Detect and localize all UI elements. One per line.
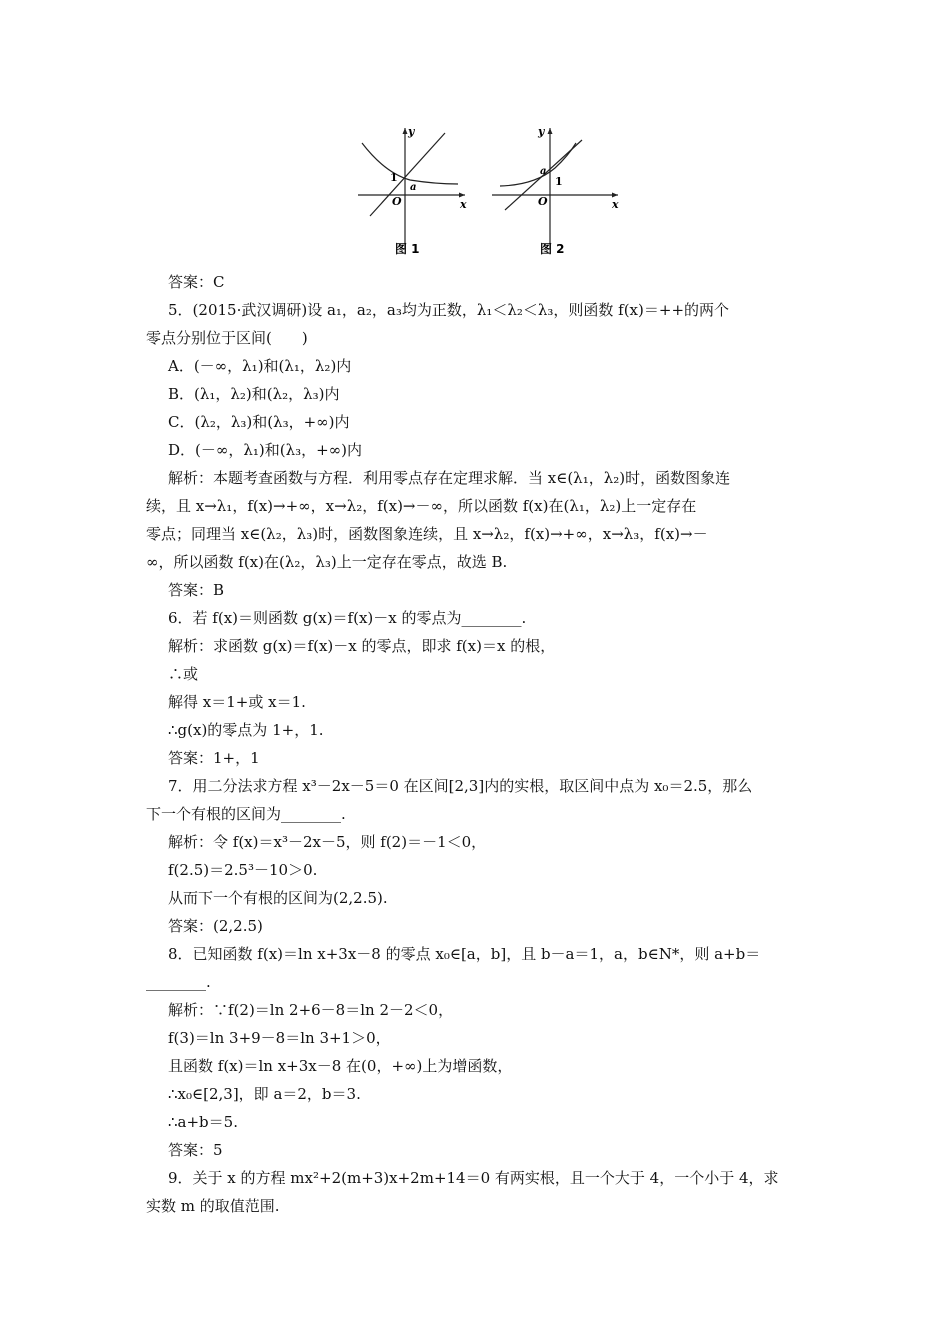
analysis-6-line-1: 解析：求函数 g(x)＝f(x)－x 的零点，即求 f(x)＝x 的根， bbox=[168, 637, 556, 655]
fig2-y-arrow bbox=[548, 128, 553, 134]
fig1-origin-label: O bbox=[392, 195, 402, 208]
analysis-7-line-3: 从而下一个有根的区间为(2,2.5). bbox=[168, 889, 388, 907]
answer-7: 答案：(2,2.5) bbox=[168, 917, 263, 935]
answer-6: 答案：1+，1 bbox=[168, 749, 260, 767]
fig1-y-label: y bbox=[408, 125, 415, 138]
analysis-8-line-3: 且函数 f(x)＝ln x+3x－8 在(0，+∞)上为增函数， bbox=[168, 1057, 513, 1075]
fig1-y-arrow bbox=[403, 128, 408, 134]
analysis-6-line-3: 解得 x＝1+或 x＝1. bbox=[168, 693, 306, 711]
answer-4: 答案：C bbox=[168, 273, 225, 291]
question-9-line-2: 实数 m 的取值范围. bbox=[146, 1197, 280, 1215]
answer-8: 答案：5 bbox=[168, 1141, 223, 1159]
question-9-line-1: 9．关于 x 的方程 mx²+2(m+3)x+2m+14＝0 有两实根，且一个大于 4，一个小于 4，求 bbox=[168, 1169, 779, 1187]
fig2-one-label: 1 bbox=[555, 175, 563, 188]
analysis-6-line-2: ∴或 bbox=[168, 665, 199, 683]
fig1-line bbox=[370, 133, 445, 216]
fig1-one-label: 1 bbox=[390, 171, 398, 184]
question-8-line-2: ________. bbox=[146, 973, 211, 991]
function-graphs bbox=[350, 118, 630, 268]
fig1-caption: 图 1 bbox=[395, 242, 420, 256]
analysis-8-line-4: ∴x₀∈[2,3]，即 a＝2，b＝3. bbox=[168, 1085, 361, 1103]
option-c: C．(λ₂，λ₃)和(λ₃，+∞)内 bbox=[168, 413, 350, 431]
fig2-y-label: y bbox=[538, 125, 545, 138]
fig1-a-label: a bbox=[410, 182, 417, 193]
fig2-caption: 图 2 bbox=[540, 242, 565, 256]
fig2-origin-label: O bbox=[538, 195, 548, 208]
question-5-line-2: 零点分别位于区间( ) bbox=[146, 329, 308, 347]
question-8-line-1: 8．已知函数 f(x)＝ln x+3x－8 的零点 x₀∈[a，b]，且 b－a＝1，a，b∈N*，则 a+b＝ bbox=[168, 945, 761, 963]
analysis-5-line-2: 续，且 x→λ₁，f(x)→+∞，x→λ₂，f(x)→－∞，所以函数 f(x)在(λ₁，λ₂)上一定存在 bbox=[146, 497, 697, 515]
question-7-line-1: 7．用二分法求方程 x³－2x－5＝0 在区间[2,3]内的实根，取区间中点为 x₀＝2.5，那么 bbox=[168, 777, 753, 795]
fig2-a-label: a bbox=[540, 166, 547, 177]
fig1-x-arrow bbox=[459, 193, 465, 198]
fig2-x-arrow bbox=[612, 193, 618, 198]
analysis-8-line-1: 解析：∵f(2)＝ln 2+6－8＝ln 2－2＜0， bbox=[168, 1001, 454, 1019]
figures bbox=[350, 118, 630, 268]
analysis-7-line-2: f(2.5)＝2.5³－10＞0. bbox=[168, 861, 318, 879]
question-5-line-1: 5．(2015·武汉调研)设 a₁，a₂，a₃均为正数，λ₁＜λ₂＜λ₃，则函数 f(x)＝++的两个 bbox=[168, 301, 730, 319]
analysis-5-line-1: 解析：本题考查函数与方程．利用零点存在定理求解．当 x∈(λ₁，λ₂)时，函数图象连 bbox=[168, 469, 731, 487]
analysis-6-line-4: ∴g(x)的零点为 1+，1. bbox=[168, 721, 324, 739]
option-d: D．(－∞，λ₁)和(λ₃，+∞)内 bbox=[168, 441, 363, 459]
analysis-8-line-5: ∴a+b＝5. bbox=[168, 1113, 238, 1131]
fig2-x-label: x bbox=[612, 198, 619, 211]
option-a: A．(－∞，λ₁)和(λ₁，λ₂)内 bbox=[168, 357, 352, 375]
analysis-5-line-3: 零点；同理当 x∈(λ₂，λ₃)时，函数图象连续，且 x→λ₂，f(x)→+∞，x→λ₃，f(x)→－ bbox=[146, 525, 708, 543]
question-7-line-2: 下一个有根的区间为________. bbox=[146, 805, 346, 823]
answer-5: 答案：B bbox=[168, 581, 225, 599]
analysis-7-line-1: 解析：令 f(x)＝x³－2x－5，则 f(2)＝－1＜0， bbox=[168, 833, 487, 851]
analysis-5-line-4: ∞，所以函数 f(x)在(λ₂，λ₃)上一定存在零点，故选 B. bbox=[146, 553, 508, 571]
analysis-8-line-2: f(3)＝ln 3+9－8＝ln 3+1＞0， bbox=[168, 1029, 391, 1047]
question-6: 6．若 f(x)＝则函数 g(x)＝f(x)－x 的零点为________. bbox=[168, 609, 527, 627]
figure-2-graph bbox=[492, 128, 618, 248]
fig1-curve bbox=[362, 143, 458, 184]
option-b: B．(λ₁，λ₂)和(λ₂，λ₃)内 bbox=[168, 385, 340, 403]
fig1-x-label: x bbox=[460, 198, 467, 211]
